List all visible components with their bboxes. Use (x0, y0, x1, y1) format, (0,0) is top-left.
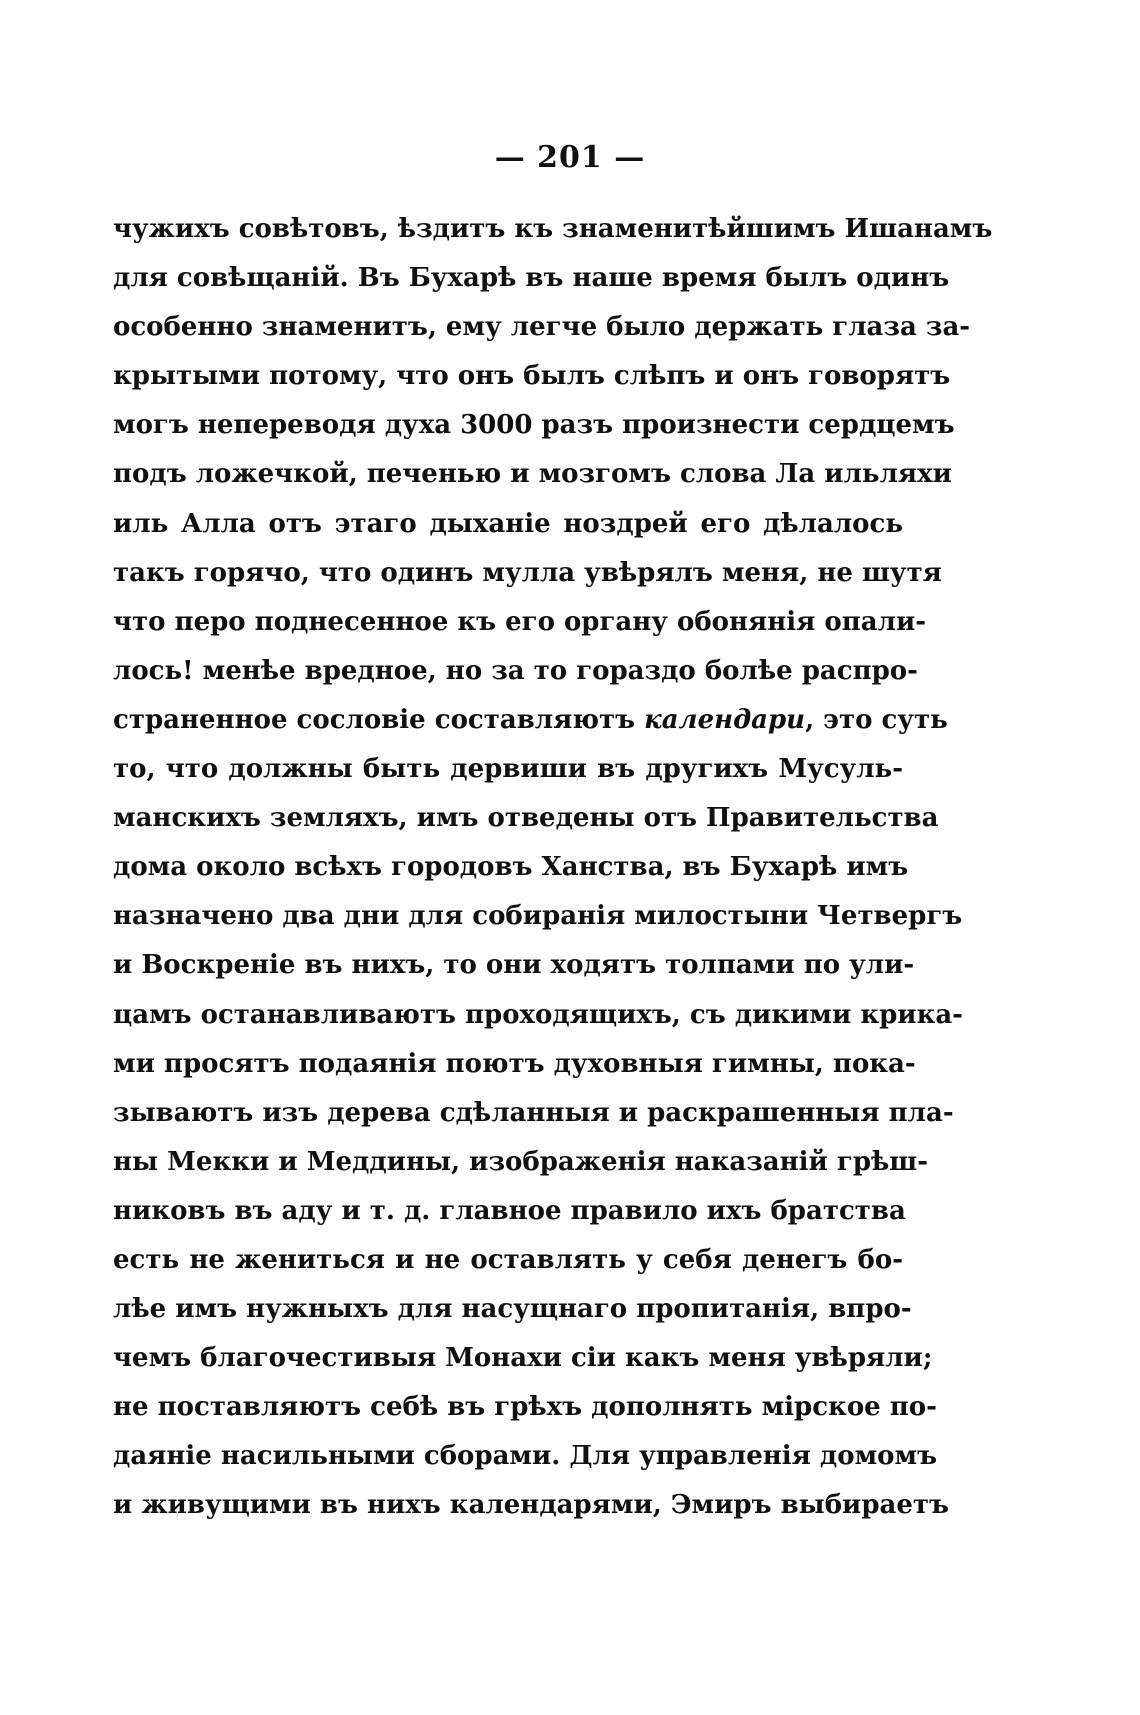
text-line-9: что перо поднесенное къ его органу обонянія опали- (113, 606, 927, 637)
text-line-25: не поставляютъ себѣ въ грѣхъ дополнять мірское по- (113, 1392, 937, 1423)
text-line-11-start: страненное сословіе составляютъ (113, 704, 636, 735)
text-line-7: иль Алла отъ этаго дыханіе ноздрей его дѣлалось (113, 508, 903, 539)
italic-term-calendars: календари (644, 704, 806, 735)
text-line-22: есть не жениться и не оставлять у себя денегъ бо- (113, 1244, 903, 1275)
text-line-23: лѣе имъ нужныхъ для насущнаго пропитанія, впро- (113, 1294, 912, 1325)
text-line-20: ны Мекки и Меддины, изображенія наказаній грѣш- (113, 1146, 929, 1177)
text-line-12: то, что должны быть дервиши въ другихъ Мусуль- (113, 754, 903, 785)
text-line-18: ми просятъ подаянія поютъ духовныя гимны, пока- (113, 1048, 916, 1079)
body-text (113, 205, 993, 1531)
text-line-17: цамъ останавливаютъ проходящихъ, съ дикими крика- (113, 999, 963, 1030)
text-line-5: могъ непереводя духа 3000 разъ произнести сердцемъ (113, 410, 955, 441)
page-number: — 201 — (494, 140, 646, 175)
text-line-24: чемъ благочестивыя Монахи сіи какъ меня увѣряли; (113, 1343, 933, 1374)
text-line-11 (113, 696, 948, 745)
text-line-27: и живущими въ нихъ календарями, Эмиръ выбираетъ (113, 1490, 949, 1521)
text-line-3: особенно знаменитъ, ему легче было держать глаза за- (113, 312, 971, 343)
text-line-10: лось! менѣе вредное, но за то гораздо болѣе распро- (113, 655, 918, 686)
text-line-21: никовъ въ аду и т. д. главное правило ихъ братства (113, 1195, 906, 1226)
text-line-1: чужихъ совѣтовъ, ѣздитъ къ знаменитѣйшимъ Ишанамъ (113, 214, 993, 244)
text-line-4: крытыми потому, что онъ былъ слѣпъ и онъ говорятъ (113, 361, 951, 392)
text-line-2: для совѣщаній. Въ Бухарѣ въ наше время былъ одинъ (113, 263, 950, 294)
text-line-13: манскихъ земляхъ, имъ отведены отъ Правительства (113, 803, 939, 834)
text-line-19: зываютъ изъ дерева сдѣланныя и раскрашенныя пла- (113, 1097, 954, 1128)
text-line-6: подъ ложечкой, печенью и мозгомъ слова Ла ильляхи (113, 459, 952, 490)
text-line-16: и Воскреніе въ нихъ, то они ходятъ толпами по ули- (113, 950, 915, 981)
text-line-14: дома около всѣхъ городовъ Ханства, въ Бухарѣ имъ (113, 852, 909, 883)
text-line-15: назначено два дни для собиранія милостыни Четвергъ (113, 901, 963, 932)
text-line-11-end: , это суть (805, 704, 948, 735)
text-line-8: такъ горячо, что одинъ мулла увѣрялъ меня, не шутя (113, 557, 942, 588)
text-line-26: даяніе насильными сборами. Для управленія домомъ (113, 1441, 938, 1472)
